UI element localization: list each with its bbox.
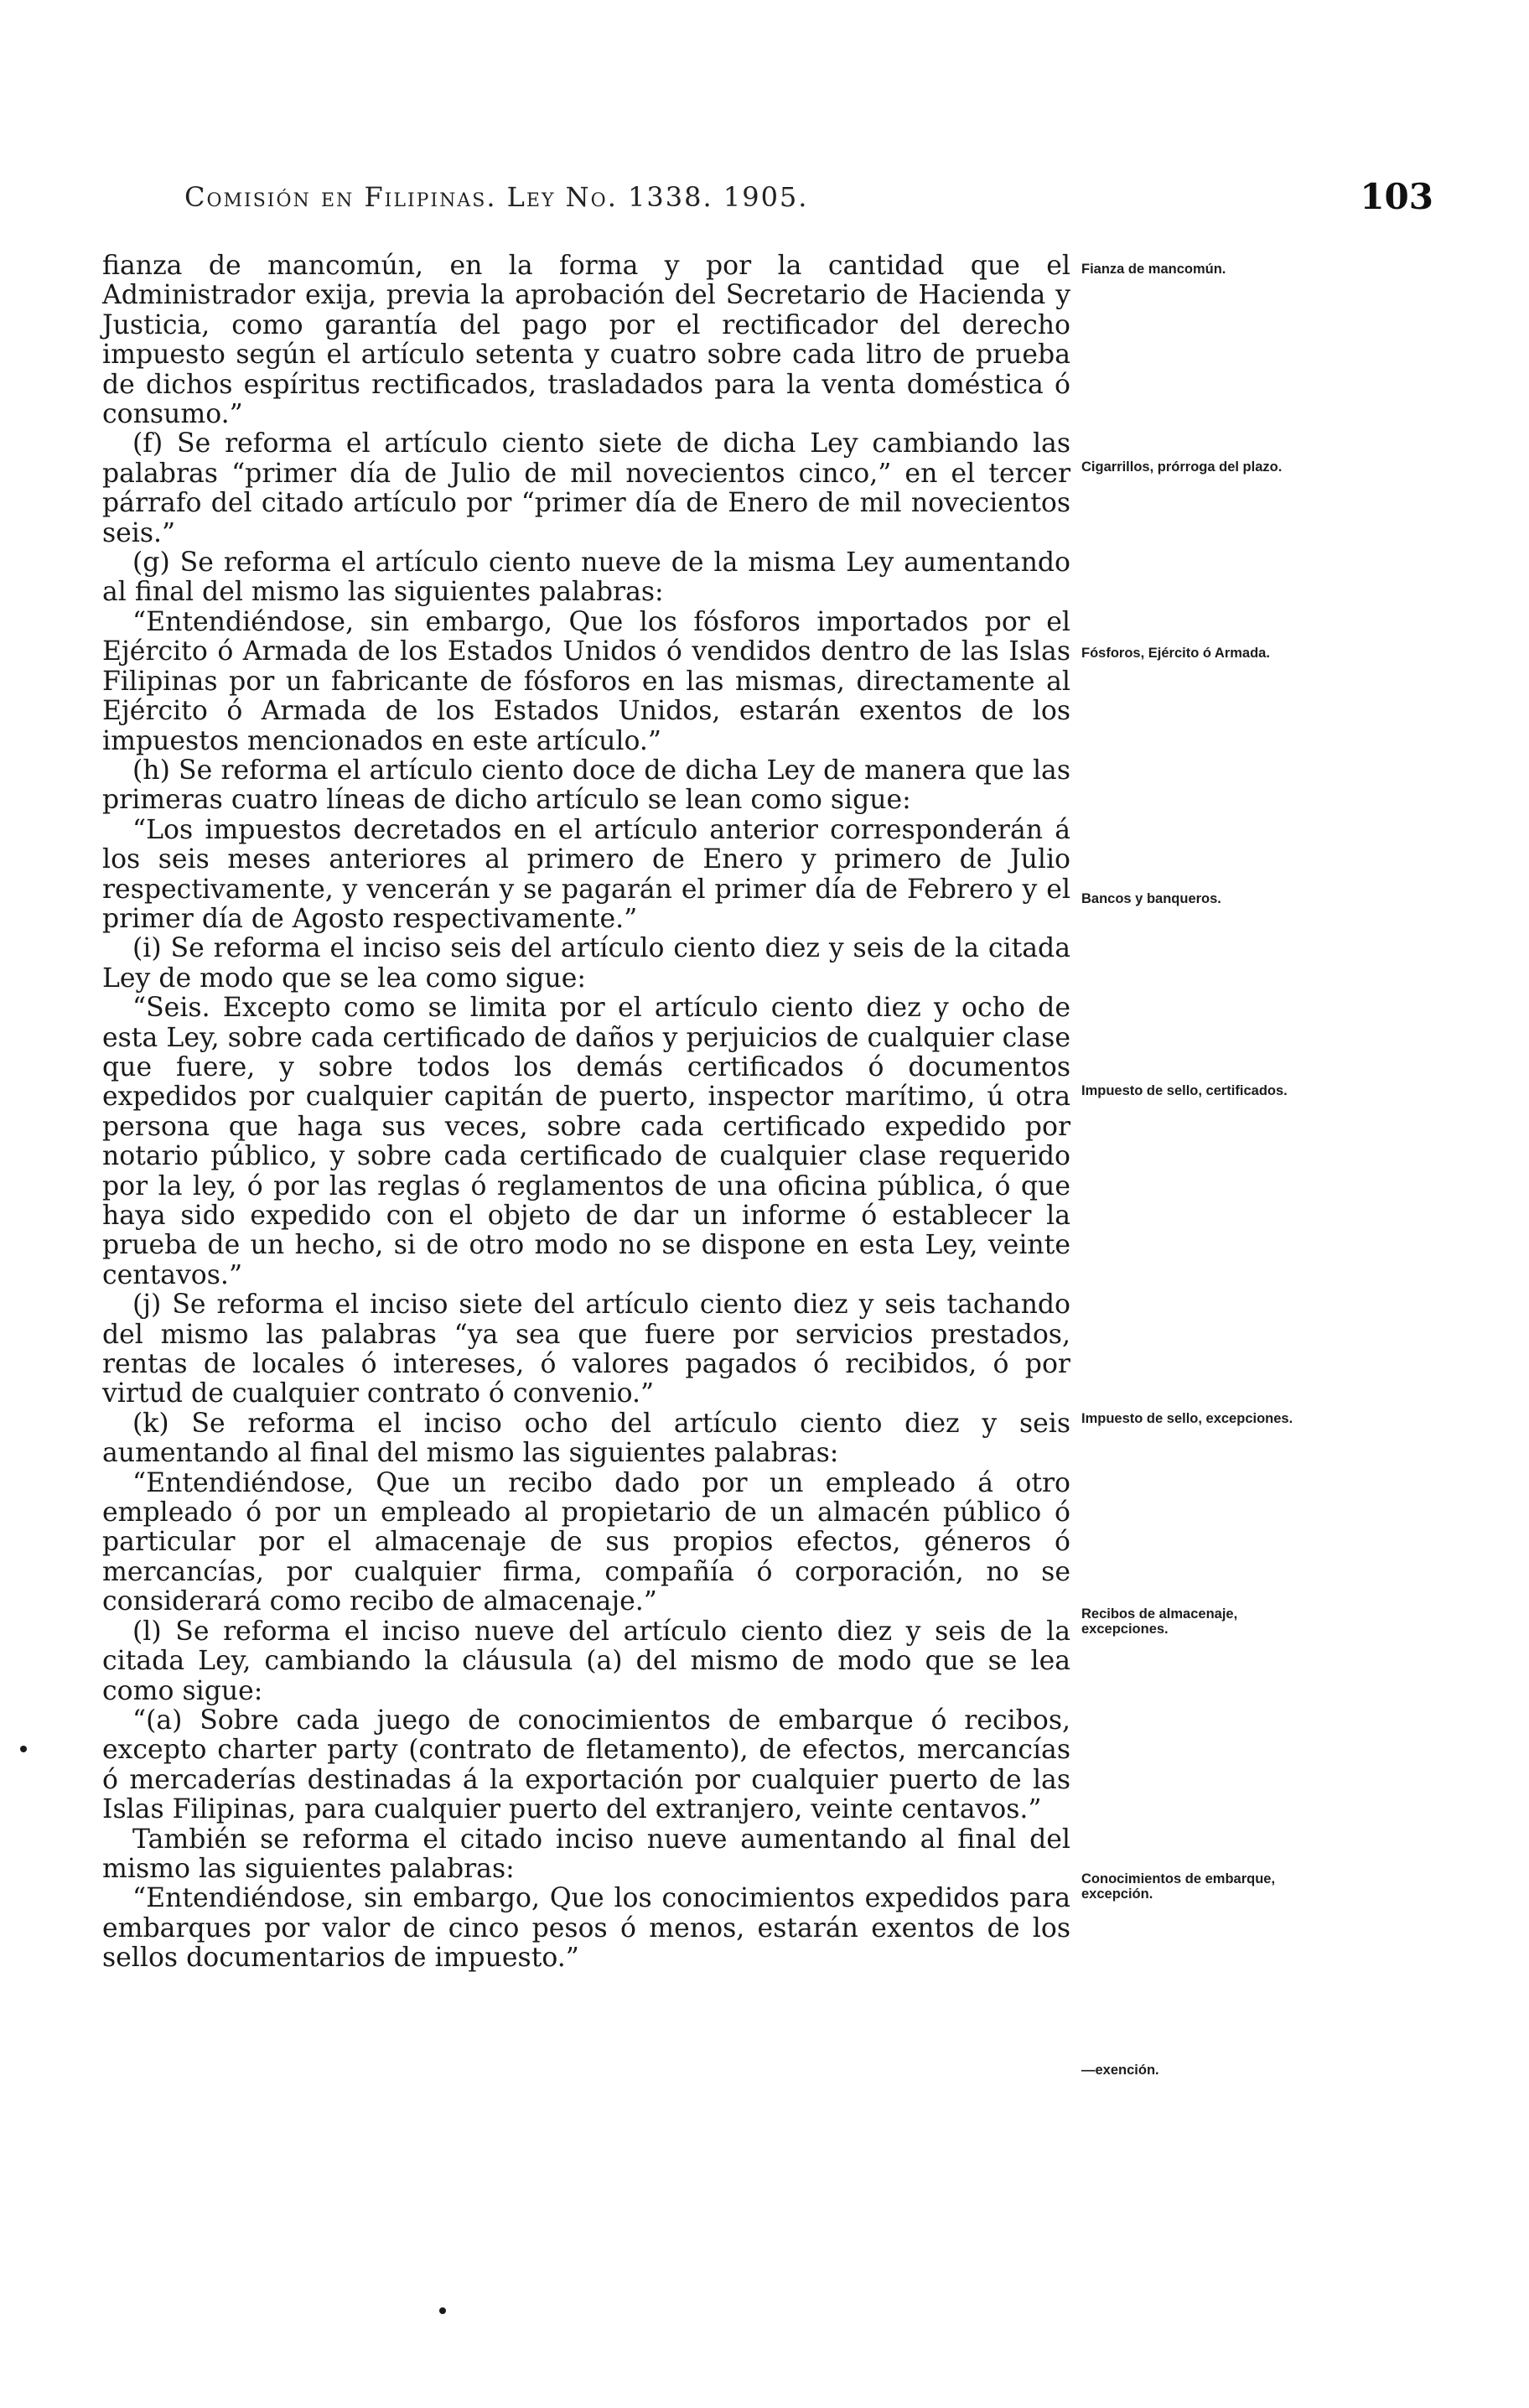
paragraph-f: (f) Se reforma el artículo ciento siete de dicha Ley cambiando las palabras “primer día de Julio de mil novecientos cinco,” en el tercer párrafo del citado artículo por “primer día de Enero de mil novecientos seis.” bbox=[102, 428, 1070, 548]
paragraph-g-quote: “Entendiéndose, sin embargo, Que los fósforos importados por el Ejército ó Armada de los Estados Unidos ó vendidos dentro de las Islas Filipinas por un fabricante de fósforos en las mismas, directamente al Ejército ó Armada de los Estados Unidos, estarán exentos de los impuestos mencionados en este artículo.” bbox=[102, 606, 1070, 756]
paragraph-tambien: También se reforma el citado inciso nueve aumentando al final del mismo las siguientes palabras: bbox=[102, 1824, 1070, 1884]
margin-note-fosforos: Fósforos, Ejército ó Armada. bbox=[1081, 646, 1270, 661]
margin-note-recibos: Recibos de almacenaje, excepciones. bbox=[1081, 1606, 1238, 1637]
paragraph-j: (j) Se reforma el inciso siete del artículo ciento diez y seis tachando del mismo las palabras “ya sea que fuere por servicios prestados, rentas de locales ó intereses, ó valores pagados ó recibidos, ó por virtud de cualquier contrato ó convenio.” bbox=[102, 1290, 1070, 1409]
page-number: 103 bbox=[1360, 176, 1433, 217]
paragraph-h: (h) Se reforma el artículo ciento doce de dicha Ley de manera que las primeras cuatro líneas de dicho artículo se lean como sigue: bbox=[102, 755, 1070, 816]
paragraph-l: (l) Se reforma el inciso nueve del artículo ciento diez y seis de la citada Ley, cambiando la cláusula (a) del mismo de modo que se lea como sigue: bbox=[102, 1616, 1070, 1706]
running-title: Comisión en Filipinas. Ley No. 1338. 1905. bbox=[184, 181, 809, 213]
margin-dot-left bbox=[20, 1746, 27, 1752]
margin-note-impuesto-certificados: Impuesto de sello, certificados. bbox=[1081, 1083, 1288, 1098]
margin-note-cigarrillos: Cigarrillos, prórroga del plazo. bbox=[1081, 459, 1283, 475]
paragraph-final-quote: “Entendiéndose, sin embargo, Que los conocimientos expedidos para embarques por valor de cinco pesos ó menos, estarán exentos de los sellos documentarios de impuesto.” bbox=[102, 1883, 1070, 1974]
paragraph-k: (k) Se reforma el inciso ocho del artículo ciento diez y seis aumentando al final del mismo las siguientes palabras: bbox=[102, 1408, 1070, 1469]
paragraph-g: (g) Se reforma el artículo ciento nueve de la misma Ley aumentando al final del mismo las siguientes palabras: bbox=[102, 548, 1070, 608]
margin-note-impuesto-excepciones: Impuesto de sello, excepciones. bbox=[1081, 1411, 1293, 1426]
margin-note-conocimientos: Conocimientos de embarque, excepción. bbox=[1081, 1871, 1276, 1902]
page-header bbox=[184, 176, 1433, 223]
margin-note-bancos: Bancos y banqueros. bbox=[1081, 891, 1221, 906]
paragraph-l-quote: “(a) Sobre cada juego de conocimientos de embarque ó recibos, excepto charter party (contrato de fletamento), de efectos, mercancías ó mercaderías destinadas á la exportación por cualquier puerto de las Islas Filipinas, para cualquier puerto del extranjero, veinte centavos.” bbox=[102, 1705, 1070, 1825]
paragraph-i-quote: “Seis. Excepto como se limita por el artículo ciento diez y ocho de esta Ley, sobre cada certificado de daños y perjuicios de cualquier clase que fuere, y sobre todos los demás certificados ó documentos expedidos por cualquier capitán de puerto, inspector marítimo, ú otra persona que haga sus veces, sobre cada certificado expedido por notario público, y sobre cada certificado de cualquier clase requerido por la ley, ó por las reglas ó reglamentos de una oficina pública, ó que haya sido expedido con el objeto de dar un informe ó establecer la prueba de un hecho, si de otro modo no se dispone en esta Ley, veinte centavos.” bbox=[102, 993, 1070, 1290]
margin-note-exencion: —exención. bbox=[1081, 2063, 1159, 2078]
paragraph-h-quote: “Los impuestos decretados en el artículo anterior corresponderán á los seis meses anteriores al primero de Enero y primero de Julio respectivamente, y vencerán y se pagarán el primer día de Febrero y el primer día de Agosto respectivamente.” bbox=[102, 814, 1070, 934]
paragraph-k-quote: “Entendiéndose, Que un recibo dado por un empleado á otro empleado ó por un empleado al propietario de un almacén público ó particular por el almacenaje de sus propios efectos, géneros ó mercancías, por cualquier firma, compañía ó corporación, no se considerará como recibo de almacenaje.” bbox=[102, 1467, 1070, 1617]
footer-dot bbox=[439, 2307, 446, 2314]
margin-note-fianza: Fianza de mancomún. bbox=[1081, 262, 1226, 277]
paragraph-i: (i) Se reforma el inciso seis del artículo ciento diez y seis de la citada Ley de modo que se lea como sigue: bbox=[102, 933, 1070, 994]
paragraph-fianza: fianza de mancomún, en la forma y por la cantidad que el Administrador exija, previa la aprobación del Secretario de Hacienda y Justicia, como garantía del pago por el rectificador del derecho impuesto según el artículo setenta y cuatro sobre cada litro de prueba de dichos espíritus rectificados, trasladados para la venta doméstica ó consumo.” bbox=[102, 251, 1070, 430]
body-text bbox=[102, 252, 1070, 1974]
